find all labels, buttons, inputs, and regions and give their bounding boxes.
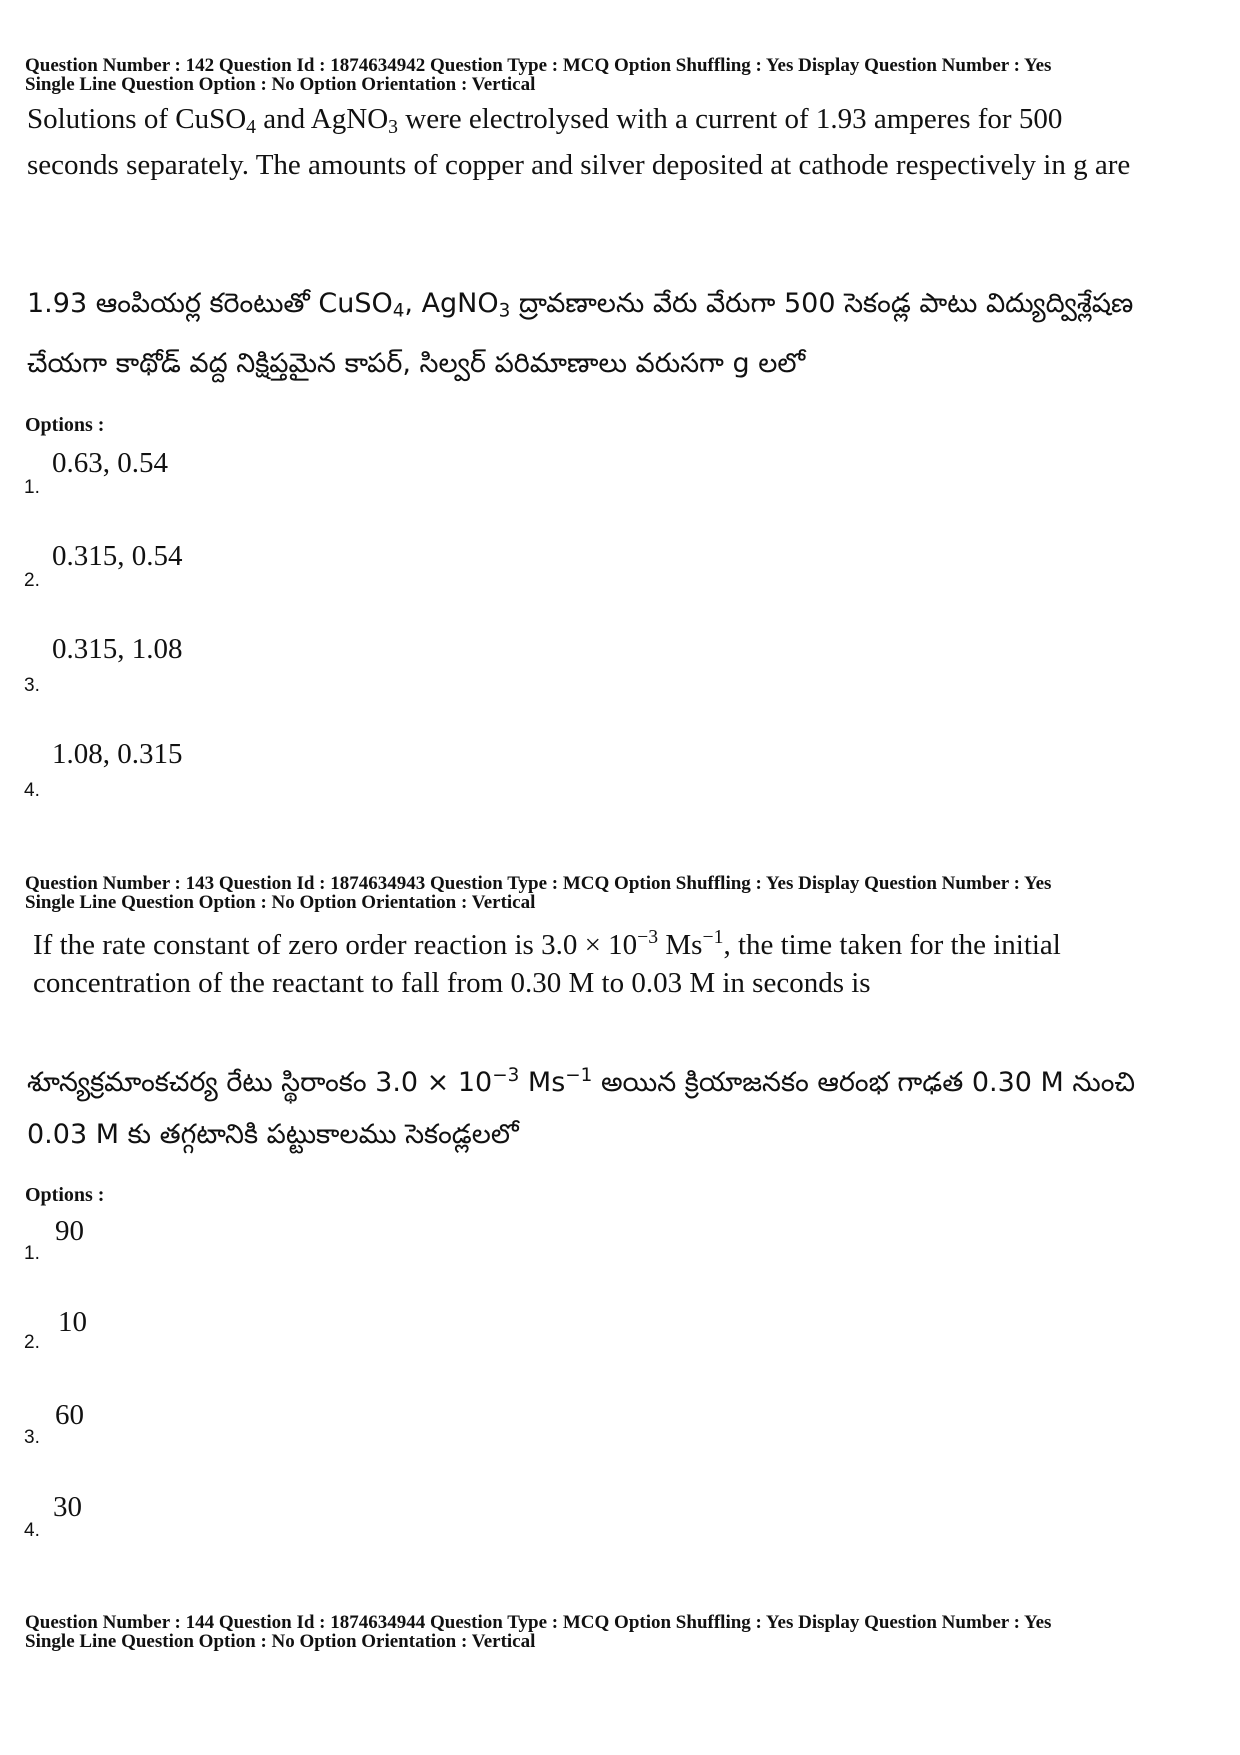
question-144-meta-line1: Question Number : 144 Question Id : 1874634944 Question Type : MCQ Option Shuffling : Yes Display Question Number : Yes xyxy=(25,1612,1052,1633)
q143-te-sup: −1 xyxy=(565,1065,593,1086)
q143-option-3-value[interactable]: 60 xyxy=(55,1399,84,1431)
q142-te-sub: 3 xyxy=(498,300,511,322)
q143-en-part: Ms xyxy=(658,928,703,961)
q143-option-2-number: 2. xyxy=(24,1332,40,1353)
question-143-text-telugu xyxy=(27,1050,1167,1161)
q143-te-part: అయిన క్రియాజనకం ఆరంభ గాఢత 0.30 M నుంచి 0.03 M కు తగ్గటానికి పట్టుకాలము సెకండ్లలలో xyxy=(27,1067,1136,1151)
question-142-meta-line1: Question Number : 142 Question Id : 1874634942 Question Type : MCQ Option Shuffling : Yes Display Question Number : Yes xyxy=(25,55,1052,76)
question-142-text-telugu xyxy=(27,278,1167,390)
q143-option-3-number: 3. xyxy=(24,1427,40,1448)
q143-te-part: Ms xyxy=(519,1067,566,1099)
q142-option-1-number: 1. xyxy=(24,477,40,498)
q142-option-3-number: 3. xyxy=(24,675,40,696)
q143-te-sup: −3 xyxy=(492,1065,520,1086)
q142-en-sub: 4 xyxy=(246,115,257,138)
q143-option-4-number: 4. xyxy=(24,1520,40,1541)
q142-en-part: Solutions of CuSO xyxy=(27,103,247,135)
q142-te-part: ద్రావణాలను వేరు వేరుగా 500 సెకండ్ల పాటు విద్యుద్విశ్లేషణ చేయగా కాథోడ్ వద్ద నిక్షిప్తమైన కాపర్, సిల్వర్ పరిమాణాలు వరుసగా g లలో xyxy=(27,288,1134,379)
question-142-text-english xyxy=(27,100,1147,184)
q142-option-2-value[interactable]: 0.315, 0.54 xyxy=(52,540,183,572)
q143-en-part: If the rate constant of zero order reaction is 3.0 × 10 xyxy=(33,928,638,961)
q142-en-part: were electrolysed with a current of 1.93 amperes for 500 seconds separately. The amounts of copper and silver deposited at cathode respectively in g are xyxy=(27,103,1131,181)
question-142-meta-line2: Single Line Question Option : No Option Orientation : Vertical xyxy=(25,74,536,95)
question-144-meta-line2: Single Line Question Option : No Option Orientation : Vertical xyxy=(25,1631,536,1652)
q142-option-3-value[interactable]: 0.315, 1.08 xyxy=(52,633,183,665)
q143-en-sup: −3 xyxy=(637,926,659,948)
q143-en-part: , the time taken for the initial concentration of the reactant to fall from 0.30 M to 0.03 M in seconds is xyxy=(33,928,1061,999)
q142-option-1-value[interactable]: 0.63, 0.54 xyxy=(52,447,168,479)
question-143-meta-line2: Single Line Question Option : No Option Orientation : Vertical xyxy=(25,892,536,913)
q142-en-sub: 3 xyxy=(388,115,398,138)
q142-te-sub: 4 xyxy=(392,300,405,322)
q142-te-part: 1.93 ఆంపియర్ల కరెంటుతో CuSO xyxy=(27,288,393,319)
q142-option-4-value[interactable]: 1.08, 0.315 xyxy=(52,738,183,770)
question-143-meta-line1: Question Number : 143 Question Id : 1874634943 Question Type : MCQ Option Shuffling : Yes Display Question Number : Yes xyxy=(25,873,1052,894)
q143-option-2-value[interactable]: 10 xyxy=(58,1306,87,1338)
question-142-options-label: Options : xyxy=(25,414,105,436)
q142-te-part: , AgNO xyxy=(404,288,499,319)
q142-option-2-number: 2. xyxy=(24,570,40,591)
q143-te-part: శూన్యక్రమాంకచర్య రేటు స్థిరాంకం 3.0 × 10 xyxy=(27,1067,493,1099)
q142-en-part: and AgNO xyxy=(256,103,389,135)
q143-en-sup: −1 xyxy=(702,926,724,948)
q143-option-4-value[interactable]: 30 xyxy=(53,1491,82,1523)
q143-option-1-value[interactable]: 90 xyxy=(55,1215,84,1247)
q143-option-1-number: 1. xyxy=(24,1243,40,1264)
question-143-options-label: Options : xyxy=(25,1184,105,1206)
q142-option-4-number: 4. xyxy=(24,780,40,801)
question-143-text-english xyxy=(33,918,1153,1002)
